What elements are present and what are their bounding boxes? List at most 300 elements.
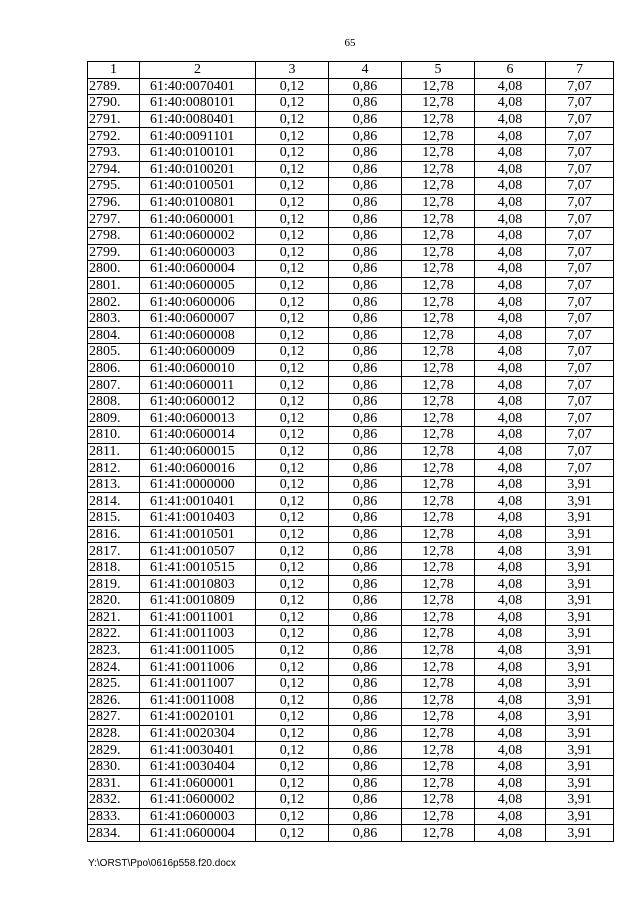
table-cell: 0,12 [256, 692, 329, 709]
table-cell: 0,12 [256, 758, 329, 775]
table-cell: 61:41:0010515 [140, 559, 256, 576]
table-cell: 2815. [88, 510, 140, 527]
table-cell: 2789. [88, 78, 140, 95]
table-cell: 3,91 [546, 659, 614, 676]
table-cell: 4,08 [475, 161, 546, 178]
table-cell: 61:40:0600004 [140, 261, 256, 278]
table-cell: 0,12 [256, 95, 329, 112]
table-cell: 3,91 [546, 559, 614, 576]
table-cell: 4,08 [475, 261, 546, 278]
table-cell: 12,78 [402, 128, 475, 145]
table-cell: 61:40:0600015 [140, 443, 256, 460]
table-cell: 4,08 [475, 277, 546, 294]
table-cell: 12,78 [402, 427, 475, 444]
table-cell: 0,86 [329, 178, 402, 195]
table-cell: 12,78 [402, 709, 475, 726]
table-cell: 61:40:0100101 [140, 144, 256, 161]
table-cell: 2833. [88, 808, 140, 825]
table-cell: 61:40:0600009 [140, 344, 256, 361]
table-cell: 4,08 [475, 144, 546, 161]
table-cell: 0,86 [329, 792, 402, 809]
table-cell: 7,07 [546, 327, 614, 344]
column-header: 2 [140, 62, 256, 79]
table-cell: 0,12 [256, 510, 329, 527]
table-cell: 7,07 [546, 244, 614, 261]
table-cell: 12,78 [402, 659, 475, 676]
table-cell: 2826. [88, 692, 140, 709]
table-cell: 2828. [88, 725, 140, 742]
table-cell: 12,78 [402, 725, 475, 742]
table-cell: 0,12 [256, 427, 329, 444]
table-row [88, 261, 614, 278]
table-cell: 0,12 [256, 642, 329, 659]
table-cell: 0,86 [329, 709, 402, 726]
table-cell: 12,78 [402, 78, 475, 95]
table-cell: 61:41:0011007 [140, 675, 256, 692]
table-cell: 7,07 [546, 178, 614, 195]
table-cell: 7,07 [546, 78, 614, 95]
column-header: 5 [402, 62, 475, 79]
table-cell: 0,12 [256, 178, 329, 195]
table-cell: 3,91 [546, 758, 614, 775]
table-row [88, 758, 614, 775]
table-cell: 0,86 [329, 111, 402, 128]
table-row [88, 742, 614, 759]
table-cell: 0,86 [329, 377, 402, 394]
table-row [88, 111, 614, 128]
table-cell: 4,08 [475, 543, 546, 560]
table-cell: 3,91 [546, 476, 614, 493]
table-cell: 0,12 [256, 626, 329, 643]
table-row [88, 410, 614, 427]
table-cell: 61:41:0010403 [140, 510, 256, 527]
table-cell: 4,08 [475, 659, 546, 676]
table-cell: 2812. [88, 460, 140, 477]
table-cell: 2825. [88, 675, 140, 692]
table-row [88, 360, 614, 377]
table-row [88, 161, 614, 178]
table-cell: 2807. [88, 377, 140, 394]
table-cell: 3,91 [546, 725, 614, 742]
table-cell: 7,07 [546, 393, 614, 410]
table-cell: 12,78 [402, 393, 475, 410]
table-cell: 0,12 [256, 144, 329, 161]
table-cell: 0,12 [256, 377, 329, 394]
table-cell: 4,08 [475, 709, 546, 726]
table-cell: 0,86 [329, 825, 402, 842]
table-cell: 2821. [88, 609, 140, 626]
table-cell: 0,12 [256, 327, 329, 344]
table-cell: 7,07 [546, 460, 614, 477]
table-cell: 2810. [88, 427, 140, 444]
table-cell: 0,12 [256, 559, 329, 576]
table-cell: 7,07 [546, 227, 614, 244]
table-cell: 61:41:0600003 [140, 808, 256, 825]
table-row [88, 144, 614, 161]
table-cell: 61:40:0100801 [140, 194, 256, 211]
table-cell: 61:41:0020304 [140, 725, 256, 742]
table-row [88, 709, 614, 726]
table-cell: 12,78 [402, 593, 475, 610]
table-cell: 0,86 [329, 128, 402, 145]
table-cell: 61:41:0010401 [140, 493, 256, 510]
table-cell: 2806. [88, 360, 140, 377]
table-row [88, 393, 614, 410]
table-cell: 7,07 [546, 95, 614, 112]
table-cell: 12,78 [402, 510, 475, 527]
table-cell: 4,08 [475, 559, 546, 576]
table-cell: 61:41:0020101 [140, 709, 256, 726]
table-row [88, 510, 614, 527]
table-cell: 2801. [88, 277, 140, 294]
table-cell: 61:40:0600008 [140, 327, 256, 344]
table-cell: 2831. [88, 775, 140, 792]
table-cell: 12,78 [402, 609, 475, 626]
table-cell: 2814. [88, 493, 140, 510]
table-cell: 0,12 [256, 344, 329, 361]
table-cell: 0,12 [256, 825, 329, 842]
table-row [88, 626, 614, 643]
table-cell: 4,08 [475, 95, 546, 112]
table-cell: 7,07 [546, 144, 614, 161]
table-body [88, 78, 614, 841]
table-cell: 12,78 [402, 111, 475, 128]
table-cell: 3,91 [546, 626, 614, 643]
table-cell: 2811. [88, 443, 140, 460]
table-cell: 12,78 [402, 95, 475, 112]
table-cell: 61:41:0030401 [140, 742, 256, 759]
table-cell: 61:40:0080401 [140, 111, 256, 128]
table-cell: 3,91 [546, 775, 614, 792]
table-cell: 61:40:0600002 [140, 227, 256, 244]
table-cell: 7,07 [546, 410, 614, 427]
table-row [88, 559, 614, 576]
table-cell: 12,78 [402, 675, 475, 692]
table-cell: 0,86 [329, 543, 402, 560]
table-cell: 0,12 [256, 443, 329, 460]
table-cell: 0,12 [256, 675, 329, 692]
table-cell: 7,07 [546, 211, 614, 228]
table-cell: 61:41:0000000 [140, 476, 256, 493]
table-cell: 12,78 [402, 742, 475, 759]
column-header: 6 [475, 62, 546, 79]
table-row [88, 526, 614, 543]
table-row [88, 576, 614, 593]
table-cell: 61:40:0600010 [140, 360, 256, 377]
table-cell: 12,78 [402, 161, 475, 178]
table-cell: 61:40:0070401 [140, 78, 256, 95]
table-row [88, 244, 614, 261]
table-cell: 0,86 [329, 675, 402, 692]
table-cell: 12,78 [402, 543, 475, 560]
table-cell: 61:41:0010809 [140, 593, 256, 610]
table-cell: 0,12 [256, 211, 329, 228]
table-cell: 61:41:0011005 [140, 642, 256, 659]
table-cell: 4,08 [475, 410, 546, 427]
table-cell: 0,86 [329, 144, 402, 161]
table-cell: 0,86 [329, 277, 402, 294]
table-cell: 12,78 [402, 261, 475, 278]
table-cell: 61:40:0091101 [140, 128, 256, 145]
table-row [88, 593, 614, 610]
table-cell: 4,08 [475, 493, 546, 510]
table-cell: 12,78 [402, 775, 475, 792]
table-cell: 2800. [88, 261, 140, 278]
table-cell: 7,07 [546, 128, 614, 145]
table-row [88, 659, 614, 676]
table-cell: 0,86 [329, 642, 402, 659]
table-cell: 0,86 [329, 194, 402, 211]
table-cell: 4,08 [475, 294, 546, 311]
table-cell: 0,12 [256, 742, 329, 759]
table-cell: 0,86 [329, 742, 402, 759]
table-cell: 0,86 [329, 775, 402, 792]
table-cell: 4,08 [475, 642, 546, 659]
table-cell: 0,86 [329, 493, 402, 510]
table-cell: 2834. [88, 825, 140, 842]
table-cell: 3,91 [546, 593, 614, 610]
table-row [88, 443, 614, 460]
table-cell: 4,08 [475, 128, 546, 145]
table-cell: 0,86 [329, 443, 402, 460]
table-cell: 4,08 [475, 626, 546, 643]
table-cell: 0,86 [329, 427, 402, 444]
table-cell: 4,08 [475, 377, 546, 394]
table-cell: 4,08 [475, 692, 546, 709]
table-cell: 12,78 [402, 344, 475, 361]
table-row [88, 377, 614, 394]
table-cell: 0,12 [256, 792, 329, 809]
table-cell: 4,08 [475, 360, 546, 377]
table-cell: 0,86 [329, 510, 402, 527]
table-cell: 3,91 [546, 808, 614, 825]
table-cell: 2819. [88, 576, 140, 593]
table-cell: 12,78 [402, 211, 475, 228]
table-row [88, 194, 614, 211]
table-cell: 3,91 [546, 825, 614, 842]
table-cell: 2813. [88, 476, 140, 493]
table-cell: 2793. [88, 144, 140, 161]
table-cell: 2794. [88, 161, 140, 178]
table-cell: 61:40:0600001 [140, 211, 256, 228]
table-cell: 3,91 [546, 526, 614, 543]
table-cell: 0,86 [329, 78, 402, 95]
table-cell: 2816. [88, 526, 140, 543]
table-cell: 0,12 [256, 543, 329, 560]
table-row [88, 327, 614, 344]
table-cell: 12,78 [402, 792, 475, 809]
table-cell: 61:41:0011006 [140, 659, 256, 676]
table-cell: 0,12 [256, 609, 329, 626]
table-cell: 0,86 [329, 758, 402, 775]
table-cell: 7,07 [546, 161, 614, 178]
table-cell: 2830. [88, 758, 140, 775]
table-cell: 2808. [88, 393, 140, 410]
table-cell: 0,86 [329, 593, 402, 610]
table-cell: 2804. [88, 327, 140, 344]
table-cell: 4,08 [475, 775, 546, 792]
table-row [88, 642, 614, 659]
table-cell: 61:41:0600002 [140, 792, 256, 809]
table-cell: 2805. [88, 344, 140, 361]
table-cell: 4,08 [475, 808, 546, 825]
table-cell: 0,12 [256, 410, 329, 427]
table-cell: 0,86 [329, 659, 402, 676]
table-cell: 7,07 [546, 194, 614, 211]
table-cell: 12,78 [402, 377, 475, 394]
table-cell: 12,78 [402, 144, 475, 161]
table-cell: 7,07 [546, 427, 614, 444]
table-cell: 61:41:0600001 [140, 775, 256, 792]
table-cell: 0,86 [329, 393, 402, 410]
table-cell: 2790. [88, 95, 140, 112]
table-cell: 4,08 [475, 675, 546, 692]
table-cell: 0,86 [329, 95, 402, 112]
table-cell: 0,86 [329, 460, 402, 477]
table-cell: 61:40:0600012 [140, 393, 256, 410]
table-cell: 2799. [88, 244, 140, 261]
table-cell: 0,86 [329, 211, 402, 228]
table-cell: 0,86 [329, 609, 402, 626]
table-cell: 4,08 [475, 609, 546, 626]
table-row [88, 427, 614, 444]
table-cell: 12,78 [402, 294, 475, 311]
table-row [88, 725, 614, 742]
table-cell: 4,08 [475, 393, 546, 410]
table-cell: 12,78 [402, 277, 475, 294]
table-cell: 4,08 [475, 476, 546, 493]
table-cell: 3,91 [546, 709, 614, 726]
table-cell: 4,08 [475, 194, 546, 211]
table-cell: 12,78 [402, 194, 475, 211]
table-cell: 2820. [88, 593, 140, 610]
table-cell: 0,12 [256, 261, 329, 278]
table-cell: 3,91 [546, 692, 614, 709]
table-cell: 0,86 [329, 626, 402, 643]
table-cell: 61:40:0600011 [140, 377, 256, 394]
table-cell: 0,86 [329, 410, 402, 427]
table-cell: 0,12 [256, 808, 329, 825]
table-cell: 0,86 [329, 692, 402, 709]
table-cell: 2797. [88, 211, 140, 228]
table-cell: 7,07 [546, 111, 614, 128]
table-cell: 4,08 [475, 510, 546, 527]
table-cell: 3,91 [546, 675, 614, 692]
table-cell: 0,12 [256, 78, 329, 95]
table-cell: 0,12 [256, 360, 329, 377]
table-cell: 4,08 [475, 111, 546, 128]
column-header: 4 [329, 62, 402, 79]
table-cell: 0,12 [256, 277, 329, 294]
table-cell: 0,86 [329, 808, 402, 825]
table-row [88, 128, 614, 145]
table-cell: 61:40:0100501 [140, 178, 256, 195]
column-header: 3 [256, 62, 329, 79]
table-cell: 4,08 [475, 211, 546, 228]
table-cell: 12,78 [402, 642, 475, 659]
table-cell: 2823. [88, 642, 140, 659]
table-cell: 12,78 [402, 493, 475, 510]
table-cell: 4,08 [475, 725, 546, 742]
table-cell: 4,08 [475, 244, 546, 261]
table-cell: 0,86 [329, 344, 402, 361]
table-cell: 4,08 [475, 526, 546, 543]
table-cell: 2791. [88, 111, 140, 128]
table-cell: 2832. [88, 792, 140, 809]
table-cell: 7,07 [546, 277, 614, 294]
table-cell: 0,12 [256, 493, 329, 510]
table-cell: 4,08 [475, 310, 546, 327]
table-cell: 2822. [88, 626, 140, 643]
table-cell: 12,78 [402, 808, 475, 825]
table-cell: 0,12 [256, 194, 329, 211]
table-cell: 4,08 [475, 327, 546, 344]
table-cell: 0,12 [256, 593, 329, 610]
table-cell: 0,12 [256, 111, 329, 128]
table-cell: 7,07 [546, 261, 614, 278]
table-cell: 12,78 [402, 626, 475, 643]
table-row [88, 78, 614, 95]
table-row [88, 692, 614, 709]
table-cell: 4,08 [475, 758, 546, 775]
table-cell: 4,08 [475, 227, 546, 244]
table-cell: 0,12 [256, 227, 329, 244]
table-cell: 2792. [88, 128, 140, 145]
table-cell: 2803. [88, 310, 140, 327]
table-cell: 61:41:0030404 [140, 758, 256, 775]
table-cell: 12,78 [402, 227, 475, 244]
footer-file-path: Y:\ORST\Ppo\0616p558.f20.docx [88, 858, 236, 869]
table-cell: 0,86 [329, 244, 402, 261]
column-header: 7 [546, 62, 614, 79]
table-cell: 0,12 [256, 294, 329, 311]
table-cell: 2824. [88, 659, 140, 676]
table-cell: 61:40:0600003 [140, 244, 256, 261]
table-cell: 2796. [88, 194, 140, 211]
table-cell: 4,08 [475, 460, 546, 477]
table-cell: 61:40:0600007 [140, 310, 256, 327]
table-cell: 4,08 [475, 344, 546, 361]
table-cell: 61:41:0010501 [140, 526, 256, 543]
table-cell: 61:41:0600004 [140, 825, 256, 842]
table-row [88, 825, 614, 842]
table-cell: 0,86 [329, 476, 402, 493]
table-row [88, 609, 614, 626]
table-cell: 2795. [88, 178, 140, 195]
table-row [88, 775, 614, 792]
table-cell: 7,07 [546, 310, 614, 327]
table-cell: 61:40:0080101 [140, 95, 256, 112]
table-cell: 12,78 [402, 410, 475, 427]
table-cell: 0,86 [329, 310, 402, 327]
table-cell: 7,07 [546, 377, 614, 394]
table-cell: 12,78 [402, 825, 475, 842]
page-number: 65 [344, 37, 356, 49]
table-cell: 0,86 [329, 161, 402, 178]
table-cell: 12,78 [402, 310, 475, 327]
table-cell: 4,08 [475, 825, 546, 842]
table-cell: 0,86 [329, 327, 402, 344]
table-cell: 2809. [88, 410, 140, 427]
table-cell: 61:41:0011003 [140, 626, 256, 643]
table-cell: 12,78 [402, 327, 475, 344]
table-cell: 0,86 [329, 526, 402, 543]
table-cell: 0,12 [256, 128, 329, 145]
table-row [88, 211, 614, 228]
table-cell: 0,12 [256, 244, 329, 261]
table-cell: 4,08 [475, 443, 546, 460]
table-cell: 4,08 [475, 178, 546, 195]
